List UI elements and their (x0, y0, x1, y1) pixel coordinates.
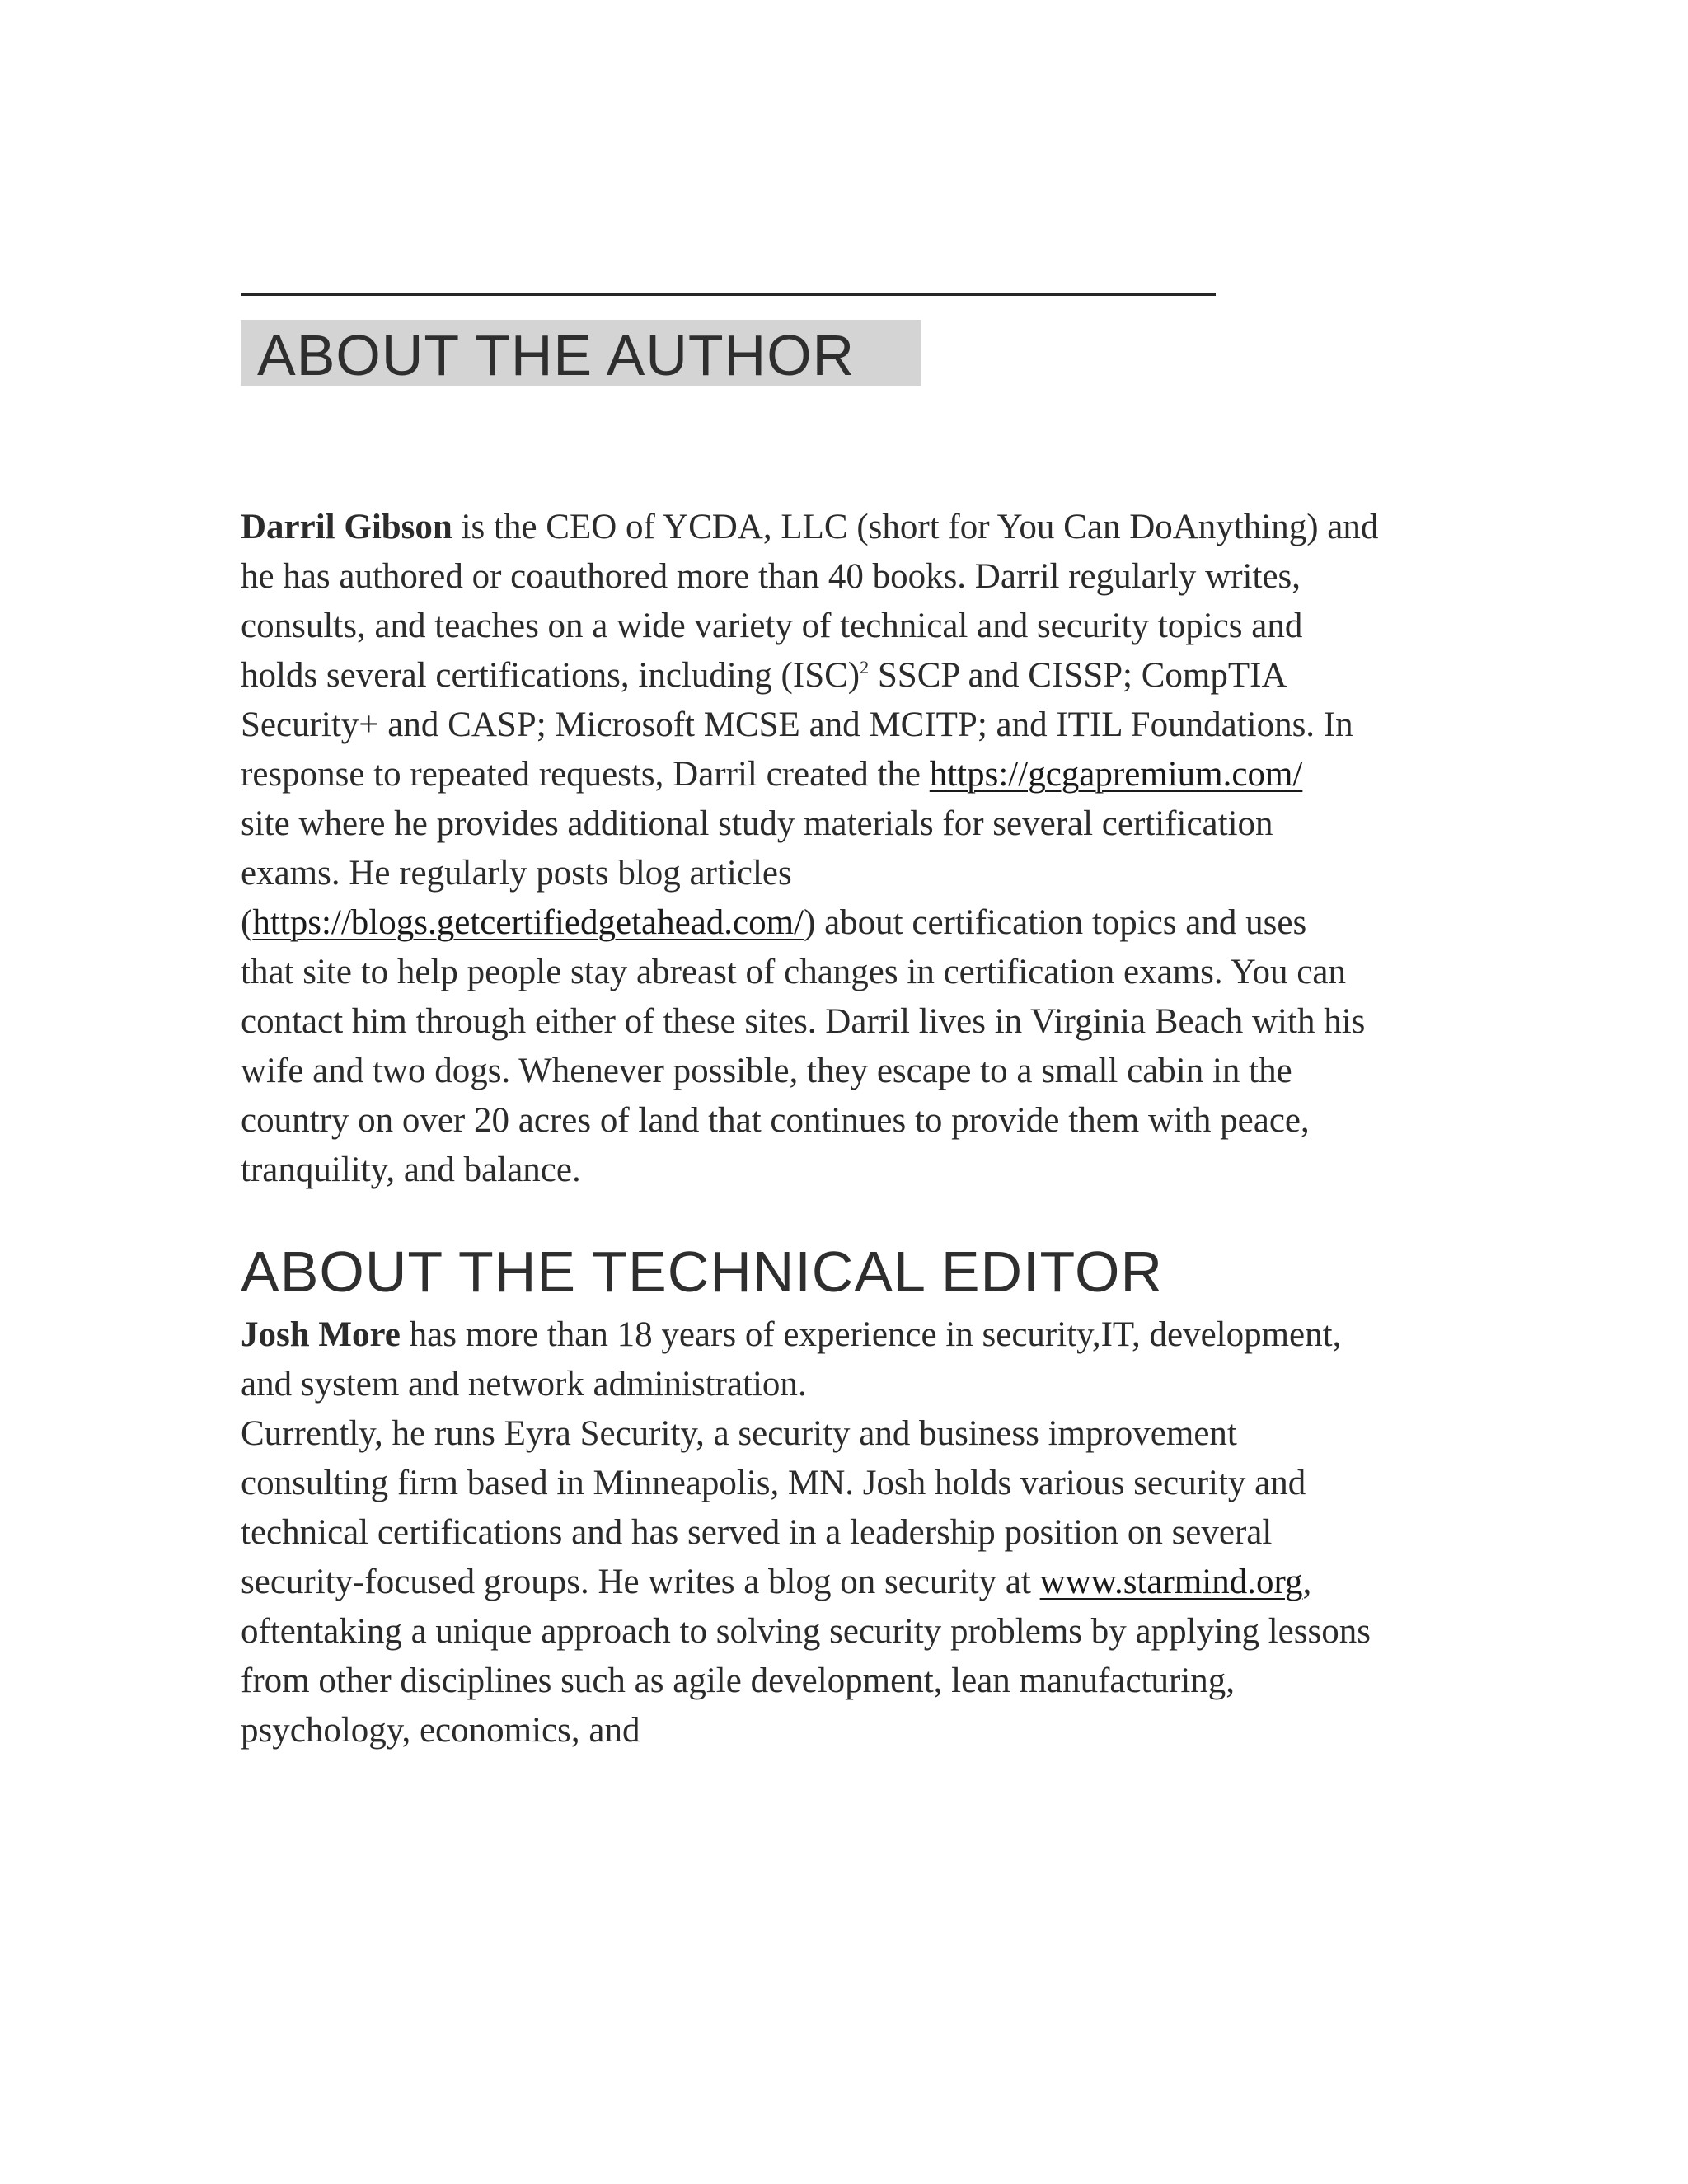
bio-line: Currently, he runs Eyra Security, a security and business improvement (241, 1414, 1237, 1453)
bio-line: response to repeated requests, Darril created the https://gcgapremium.com/ (241, 755, 1303, 794)
editor-bio-paragraph (241, 1310, 1461, 1755)
bio-line: he has authored or coauthored more than 40 books. Darril regularly writes, (241, 557, 1301, 596)
author-name: Darril Gibson (241, 508, 452, 546)
gcgapremium-link[interactable]: https://gcgapremium.com/ (929, 755, 1303, 794)
bio-line: oftentaking a unique approach to solving security problems by applying lessons (241, 1612, 1371, 1651)
about-technical-editor-heading: ABOUT THE TECHNICAL EDITOR (241, 1240, 1163, 1304)
editor-name: Josh More (241, 1315, 401, 1354)
bio-line: (https://blogs.getcertifiedgetahead.com/) about certification topics and uses (241, 903, 1307, 942)
bio-line: consults, and teaches on a wide variety of technical and security topics and (241, 607, 1303, 645)
bio-line: technical certifications and has served in a leadership position on several (241, 1513, 1273, 1552)
blog-link[interactable]: https://blogs.getcertifiedgetahead.com/ (252, 903, 804, 942)
starmind-link[interactable]: www.starmind.org (1039, 1563, 1303, 1601)
bio-line: wife and two dogs. Whenever possible, they escape to a small cabin in the (241, 1052, 1292, 1090)
bio-line: tranquility, and balance. (241, 1151, 581, 1189)
author-heading-banner (241, 320, 921, 386)
bio-line: site where he provides additional study materials for several certification (241, 804, 1273, 843)
author-bio-paragraph (241, 503, 1461, 1195)
isc-superscript: 2 (860, 657, 870, 677)
section-divider-rule (241, 293, 1216, 296)
bio-line: consulting firm based in Minneapolis, MN. Josh holds various security and (241, 1464, 1306, 1502)
bio-line: that site to help people stay abreast of changes in certification exams. You can (241, 953, 1346, 991)
bio-line: holds several certifications, including (ISC)$^2$ SSCP and CISSP; CompTIA (241, 656, 1287, 695)
bio-line: Josh More has more than 18 years of experience in security,IT, development, (241, 1315, 1342, 1354)
bio-line: contact him through either of these sites. Darril lives in Virginia Beach with his (241, 1002, 1366, 1041)
bio-line: and system and network administration. (241, 1365, 807, 1404)
bio-line: psychology, economics, and (241, 1711, 640, 1750)
bio-line: Security+ and CASP; Microsoft MCSE and MCITP; and ITIL Foundations. In (241, 705, 1353, 744)
bio-line: exams. He regularly posts blog articles (241, 854, 792, 893)
bio-line: country on over 20 acres of land that continues to provide them with peace, (241, 1101, 1310, 1140)
bio-line: Darril Gibson is the CEO of YCDA, LLC (short for You Can DoAnything) and (241, 508, 1379, 546)
bio-line: security-focused groups. He writes a blog on security at www.starmind.org, (241, 1563, 1312, 1601)
about-author-heading: ABOUT THE AUTHOR (257, 323, 856, 387)
bio-line: from other disciplines such as agile development, lean manufacturing, (241, 1661, 1236, 1700)
